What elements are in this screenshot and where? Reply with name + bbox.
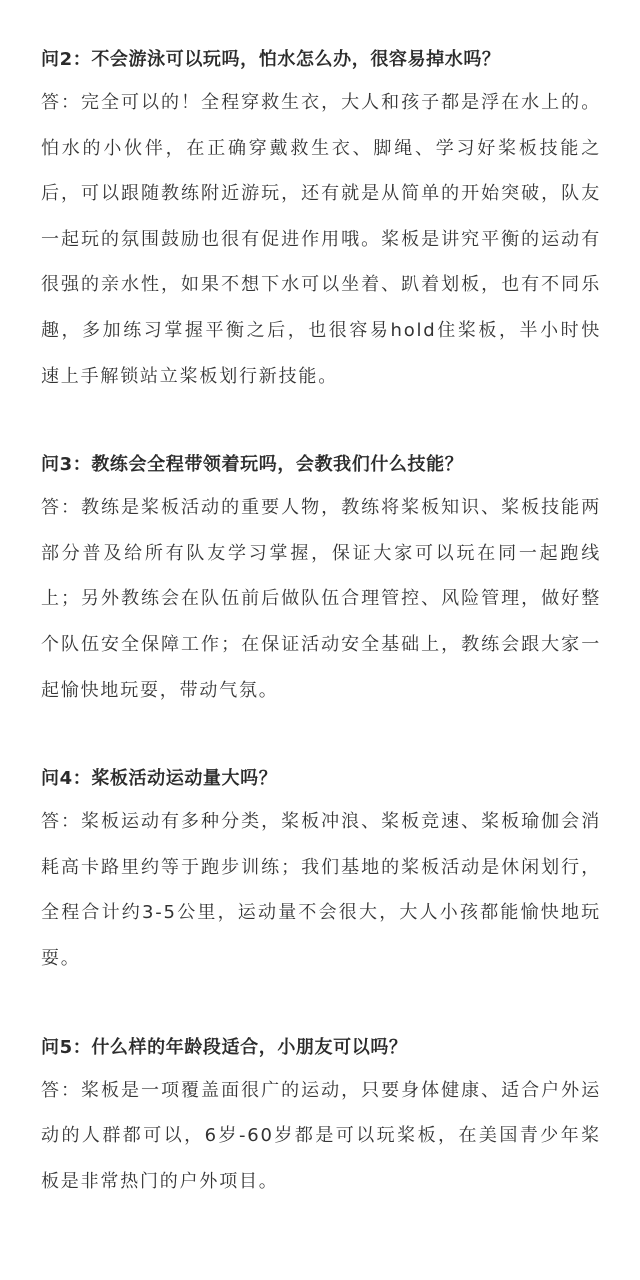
question-heading: 问2：不会游泳可以玩吗，怕水怎么办，很容易掉水吗？ [41,49,501,70]
faq-item-q5 [41,1028,601,1205]
answer-paragraph: 答：桨板是一项覆盖面很广的运动，只要身体健康、适合户外运动的人群都可以，6岁-60岁都是可以玩桨板，在美国青少年桨板是非常热门的户外项目。 [41,1079,601,1192]
answer-paragraph: 答：桨板运动有多种分类，桨板冲浪、桨板竞速、桨板瑜伽会消耗高卡路里约等于跑步训练；我们基地的桨板活动是休闲划行，全程合计约3-5公里，运动量不会很大，大人小孩都能愉快地玩耍。 [41,811,601,969]
faq-article [41,40,601,1204]
faq-item-q2 [41,40,601,399]
answer-paragraph: 答：教练是桨板活动的重要人物，教练将桨板知识、桨板技能两部分普及给所有队友学习掌握，保证大家可以玩在同一起跑线上；另外教练会在队伍前后做队伍合理管控、风险管理，做好整个队伍安全保障工作；在保证活动安全基础上，教练会跟大家一起愉快地玩耍，带动气氛。 [41,497,601,701]
faq-item-q3 [41,445,601,713]
question-heading: 问4：桨板活动运动量大吗？ [41,768,278,790]
question-heading: 问3：教练会全程带领着玩吗，会教我们什么技能？ [41,454,464,476]
answer-paragraph: 答：完全可以的！全程穿救生衣，大人和孩子都是浮在水上的。怕水的小伙伴，在正确穿戴救生衣、脚绳、学习好桨板技能之后，可以跟随教练附近游玩，还有就是从简单的开始突破，队友一起玩的氛围鼓励也很有促进作用哦。桨板是讲究平衡的运动有很强的亲水性，如果不想下水可以坐着、趴着划板，也有不同乐趣，多加练习掌握平衡之后，也很容易hold住桨板，半小时快速上手解锁站立桨板划行新技能。 [41,92,601,387]
faq-item-q4 [41,759,601,981]
question-heading: 问5：什么样的年龄段适合，小朋友可以吗？ [41,1036,408,1058]
